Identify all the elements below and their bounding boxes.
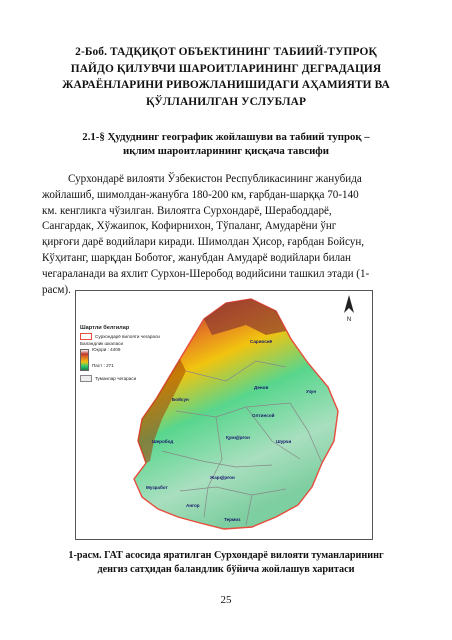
figure-caption — [40, 549, 412, 576]
chapter-title-line: ПАЙДО ҚИЛУВЧИ ШАРОИТЛАРИНИНГ ДЕГРАДАЦИЯ — [70, 62, 382, 75]
district-label: Денов — [254, 385, 269, 390]
district-border-swatch — [80, 375, 92, 382]
district-label: Қумқўрғон — [226, 435, 250, 440]
legend-high-label: Юқори : 4409 — [92, 347, 121, 352]
legend-row — [80, 333, 176, 340]
district-label: Ангор — [186, 503, 200, 508]
chapter-title — [30, 44, 422, 110]
section-heading-line: иқлим шароитларининг қисқача тавсифи — [123, 145, 329, 157]
legend-title: Шартли белгилар — [80, 325, 130, 331]
paragraph-line: Кўҳитанг, шарқдан Боботоғ, жанубдан Амударё водийлари билан — [42, 251, 351, 264]
paragraph — [42, 172, 414, 298]
legend-label: Туманлар чегараси — [95, 375, 137, 381]
chapter-title-line: 2-Боб. ТАДҚИҚОТ ОБЪЕКТИНИНГ ТАБИИЙ-ТУПРОҚ — [75, 46, 377, 58]
elevation-scale — [80, 347, 176, 371]
legend-label: Баландлик шкаласи — [80, 341, 124, 346]
caption-line: 1-расм. ГАТ асосида яратилган Сурхондарё вилояти туманларининг — [68, 550, 384, 561]
district-label: Жарқўрғон — [210, 475, 235, 480]
elevation-gradient-swatch — [80, 349, 89, 371]
north-label: N — [346, 317, 352, 323]
district-label: Термиз — [224, 517, 241, 522]
north-arrow — [340, 295, 358, 323]
paragraph-line: жойлашиб, шимолдан-жанубга 180-200 км, ғарбдан-шарққа 70-140 — [42, 188, 359, 201]
district-label: Шурчи — [276, 439, 292, 444]
paragraph-line: Сангардак, Хўжаипок, Кофирнихон, Тўпаланг, Амударёни ўнг — [42, 220, 337, 233]
chapter-title-line: ЖАРАЁНЛАРИНИ РИВОЖЛАНИШИДАГИ АҲАМИЯТИ ВА — [62, 79, 390, 91]
district-label: Бойсун — [172, 397, 189, 402]
caption-line: денгиз сатҳидан баландлик бўйича жойлашув харитаси — [97, 563, 355, 575]
region-border-swatch — [80, 333, 92, 340]
legend-row — [80, 375, 176, 382]
legend-low-label: Паст : 271 — [92, 363, 114, 368]
paragraph-line: расм). — [42, 283, 71, 296]
paragraph-line: чегараланади ва яхлит Сурхон-Шеробод водийсини ташкил этади (1- — [42, 267, 370, 280]
elevation-map — [75, 290, 373, 540]
north-arrow-icon — [340, 295, 358, 315]
page-number: 25 — [220, 594, 232, 606]
paragraph-line: Сурхондарё вилояти Ўзбекистон Республикасининг жанубида — [68, 173, 362, 185]
section-heading-line: 2.1-§ Ҳудуднинг географик жойлашуви ва табиий тупроқ – — [82, 131, 370, 143]
legend-label: Сурхондарё вилояти чегараси — [95, 333, 160, 339]
district-label: Сариосиё — [250, 339, 273, 344]
section-heading — [40, 130, 412, 158]
paragraph-line: қирғоғи дарё водийлари киради. Шимолдан Ҳисор, ғарбдан Бойсун, — [42, 236, 365, 249]
district-label: Музработ — [146, 485, 168, 490]
district-label: Олтинсой — [252, 413, 275, 418]
district-label: Узун — [306, 389, 317, 394]
district-label: Шеробод — [152, 439, 174, 444]
chapter-title-line: ҚЎЛЛАНИЛГАН УСЛУБЛАР — [145, 95, 307, 108]
paragraph-line: км. кенгликга чўзилган. Вилоятга Сурхондарё, Шерабоддарё, — [42, 204, 332, 217]
map-legend — [80, 325, 176, 397]
